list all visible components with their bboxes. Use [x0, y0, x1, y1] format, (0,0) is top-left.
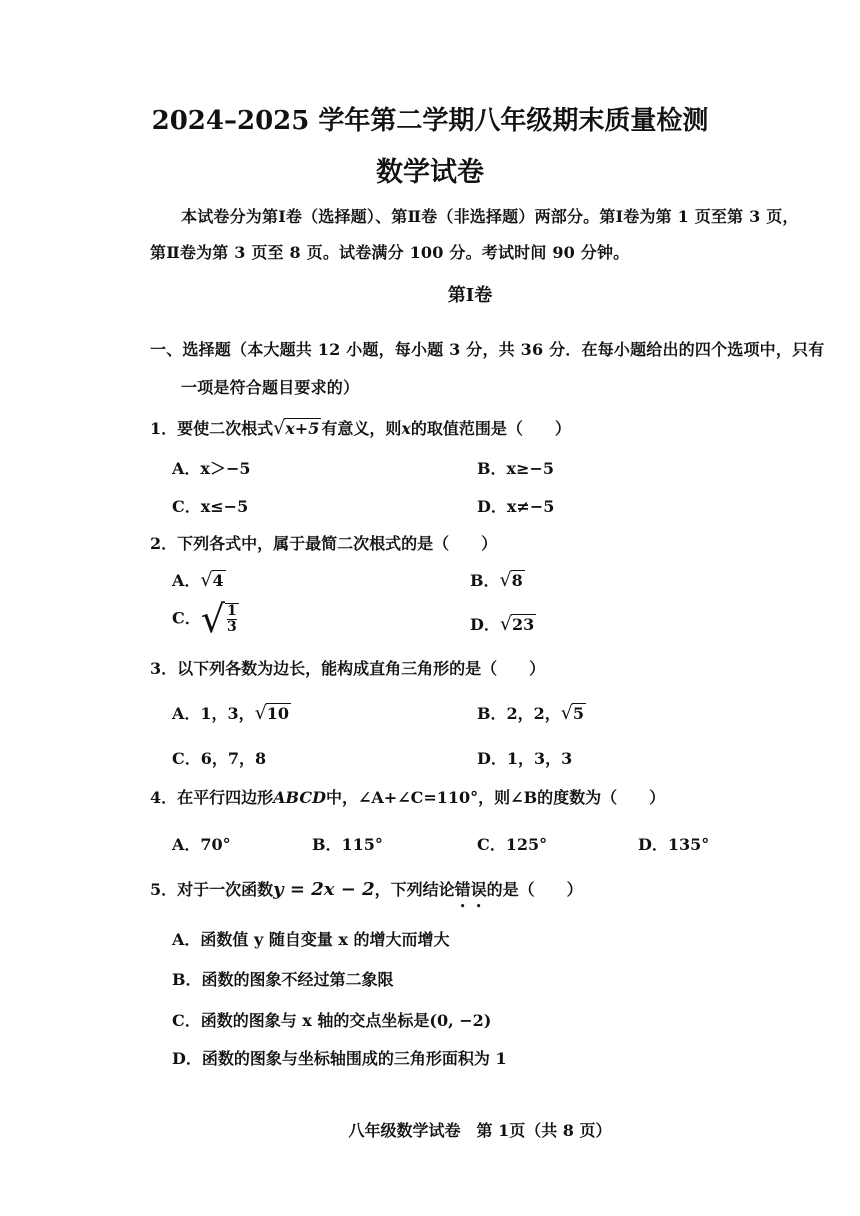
q1-post2: 的取值范围是（ ）	[410, 419, 571, 438]
exam-subtitle: 数学试卷	[376, 157, 484, 188]
q5-emphasis-2: 误	[470, 880, 487, 899]
q2-option-b	[470, 568, 525, 591]
intro-line-2: 第Ⅱ卷为第 3 页至 8 页。试卷满分 100 分。考试时间 90 分钟。	[150, 243, 630, 262]
q1-post1: 有意义，则	[321, 419, 402, 438]
exam-title: 2024–2025 学年第二学期八年级期末质量检测	[151, 106, 709, 136]
q2-b-sqrt: √8	[499, 569, 523, 591]
q3-a-label: A．1，3，	[172, 704, 255, 723]
q2-option-a	[172, 568, 226, 591]
q2-a-label: A．	[172, 571, 201, 590]
question-1-stem	[150, 416, 571, 439]
section-heading-line-2: 一项是符合题目要求的）	[181, 378, 360, 397]
q5-option-d: D．函数的图象与坐标轴围成的三角形面积为 1	[172, 1049, 507, 1068]
q2-d-sqrt: √23	[499, 613, 535, 635]
q4-shape: ABCD	[273, 788, 326, 807]
q1-radicand: x+5	[285, 419, 320, 438]
q4-option-b: B．115°	[312, 835, 383, 854]
q2-c-fraction	[225, 603, 239, 634]
q3-option-d: D．1，3，3	[477, 749, 573, 768]
q5-option-c: C．函数的图象与 x 轴的交点坐标是(0, −2)	[172, 1011, 492, 1030]
q4-pre: 4．在平行四边形	[150, 788, 274, 807]
q3-b-radicand: 5	[572, 704, 585, 723]
q3-a-sqrt: √10	[254, 702, 290, 724]
q3-option-a	[172, 701, 291, 724]
q1-sqrt: √x+5	[273, 417, 320, 439]
q2-d-label: D．	[470, 615, 500, 634]
q2-c-denominator: 3	[226, 619, 237, 635]
question-4-stem	[150, 785, 665, 808]
q2-c-numerator: 1	[226, 603, 237, 620]
section-heading-line-1: 一、选择题（本大题共 12 小题，每小题 3 分，共 36 分．在每小题给出的四个选项中，只有	[150, 340, 825, 359]
q4-option-c: C．125°	[477, 835, 548, 854]
q2-a-sqrt: √4	[200, 569, 224, 591]
q5-option-b: B．函数的图象不经过第二象限	[172, 970, 394, 989]
q4-mid: 中，∠A+∠C=110°，则∠B的度数为（ ）	[325, 788, 666, 807]
q5-function: y = 2x − 2	[273, 879, 375, 900]
q1-option-c: C．x≤−5	[172, 497, 249, 516]
q2-a-radicand: 4	[212, 571, 224, 590]
volume-heading: 第Ⅰ卷	[447, 285, 493, 306]
q5-mid: ，下列结论	[374, 880, 455, 899]
q2-d-radicand: 23	[512, 615, 535, 634]
q1-option-a: A．x＞−5	[172, 459, 251, 478]
q5-post: 的是（ ）	[486, 880, 583, 899]
q2-b-radicand: 8	[511, 571, 523, 590]
q3-b-sqrt: √5	[560, 702, 585, 724]
question-2-stem: 2．下列各式中，属于最简二次根式的是（ ）	[150, 534, 498, 553]
q2-c-label: C．	[172, 608, 201, 628]
q1-option-b: B．x≥−5	[477, 459, 555, 478]
q4-option-a: A．70°	[172, 835, 231, 854]
q3-b-label: B．2，2，	[477, 704, 561, 723]
q1-option-d: D．x≠−5	[477, 497, 555, 516]
q5-emphasis-1: 错	[454, 880, 471, 899]
q3-a-radicand: 10	[266, 704, 290, 723]
q2-option-c: C．√ $\frac{1}{3}$	[172, 597, 237, 641]
q5-pre: 5．对于一次函数	[150, 880, 274, 899]
q3-option-c: C．6，7，8	[172, 749, 267, 768]
q2-option-d	[470, 612, 536, 635]
q3-option-b	[477, 701, 586, 724]
question-5-stem	[150, 877, 583, 900]
question-3-stem: 3．以下列各数为边长，能构成直角三角形的是（ ）	[150, 659, 546, 678]
q5-option-a: A．函数值 y 随自变量 x 的增大而增大	[172, 930, 450, 949]
q2-b-label: B．	[470, 571, 500, 590]
intro-line-1: 本试卷分为第Ⅰ卷（选择题）、第Ⅱ卷（非选择题）两部分。第Ⅰ卷为第 1 页至第 3 页，	[181, 207, 799, 226]
q4-option-d: D．135°	[638, 835, 710, 854]
page-footer: 八年级数学试卷 第 1页（共 8 页）	[348, 1121, 612, 1140]
q1-var: x	[401, 419, 411, 438]
q1-pre: 1．要使二次根式	[150, 419, 274, 438]
